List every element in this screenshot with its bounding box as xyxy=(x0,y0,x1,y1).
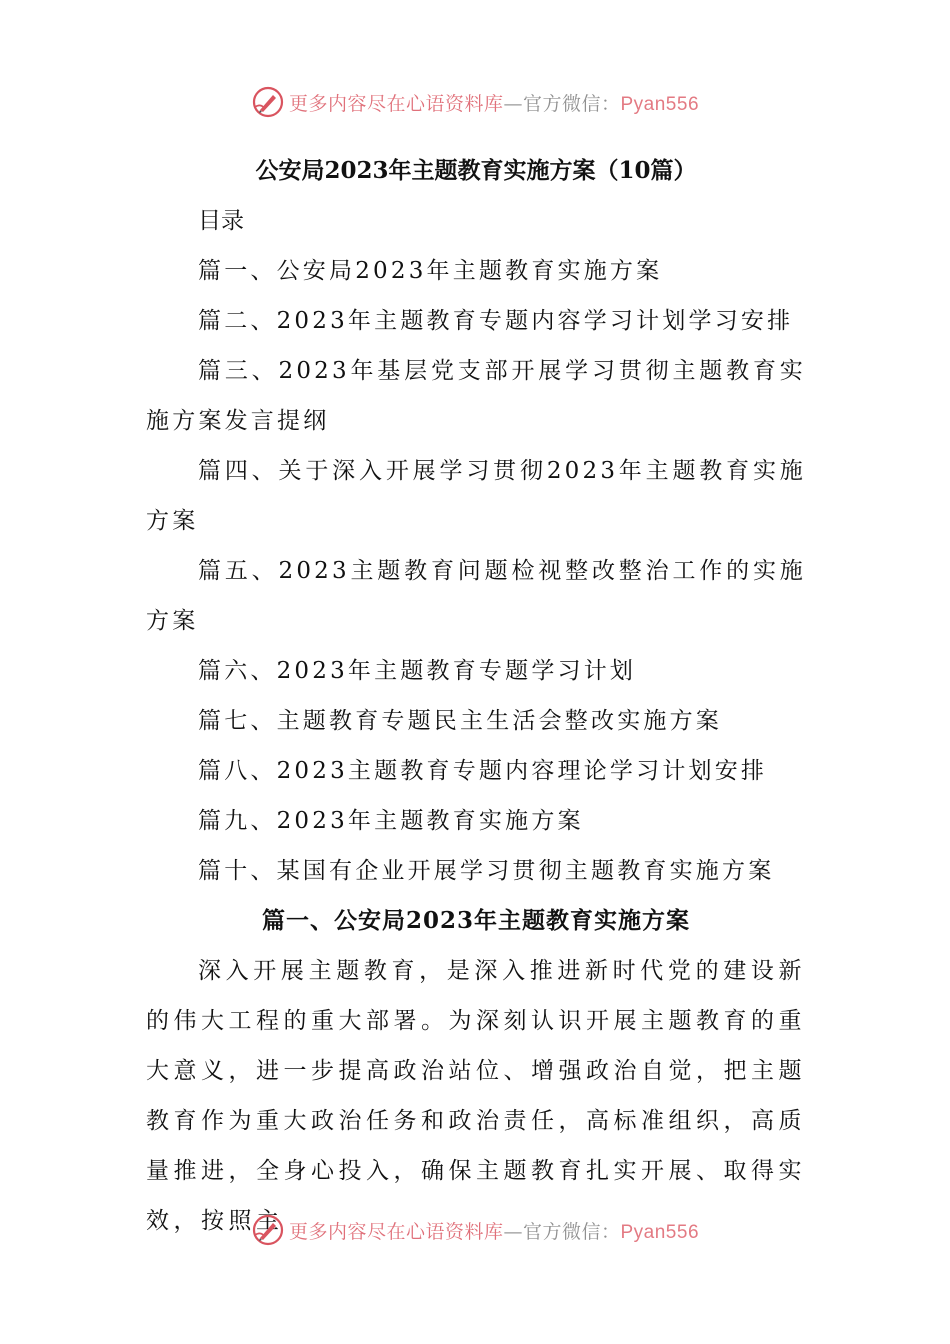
toc-item: 篇二、2023年主题教育专题内容学习计划学习安排 xyxy=(198,308,794,334)
pen-logo-icon xyxy=(251,1213,285,1247)
document-title: 公安局2023年主题教育实施方案（10篇） xyxy=(255,157,697,184)
watermark-banner-bottom xyxy=(0,1210,950,1250)
toc-item: 篇十、某国有企业开展学习贯彻主题教育实施方案 xyxy=(198,858,775,884)
watermark-text: 更多内容尽在心语资料库—官方微信：Pyan556 xyxy=(288,1220,700,1243)
toc-item: 篇一、公安局2023年主题教育实施方案 xyxy=(198,258,663,284)
toc-item: 篇五、2023主题教育问题检视整改整治工作的实施方案 xyxy=(146,558,806,634)
toc-item: 篇九、2023年主题教育实施方案 xyxy=(198,808,584,834)
body-paragraph: 深入开展主题教育，是深入推进新时代党的建设新的伟大工程的重大部署。为深刻认识开展主题教育的重大意义，进一步提高政治站位、增强政治自觉，把主题教育作为重大政治任务和政治责任，高标准组织，高质量推进，全身心投入，确保主题教育扎实开展、取得实效，按照主 xyxy=(146,958,806,1234)
toc-item: 篇七、主题教育专题民主生活会整改实施方案 xyxy=(198,708,722,734)
watermark-banner-top xyxy=(0,82,950,122)
document-body xyxy=(146,146,806,1246)
toc-item: 篇六、2023年主题教育专题学习计划 xyxy=(198,658,637,684)
toc-item: 篇八、2023主题教育专题内容理论学习计划安排 xyxy=(198,758,768,784)
toc-heading: 目录 xyxy=(198,208,244,234)
section-title: 篇一、公安局2023年主题教育实施方案 xyxy=(261,907,690,934)
table-of-contents xyxy=(146,246,806,896)
pen-logo-icon xyxy=(251,85,285,119)
toc-item: 篇四、关于深入开展学习贯彻2023年主题教育实施方案 xyxy=(146,458,806,534)
watermark-text: 更多内容尽在心语资料库—官方微信：Pyan556 xyxy=(288,92,700,115)
toc-item: 篇三、2023年基层党支部开展学习贯彻主题教育实施方案发言提纲 xyxy=(146,358,806,434)
